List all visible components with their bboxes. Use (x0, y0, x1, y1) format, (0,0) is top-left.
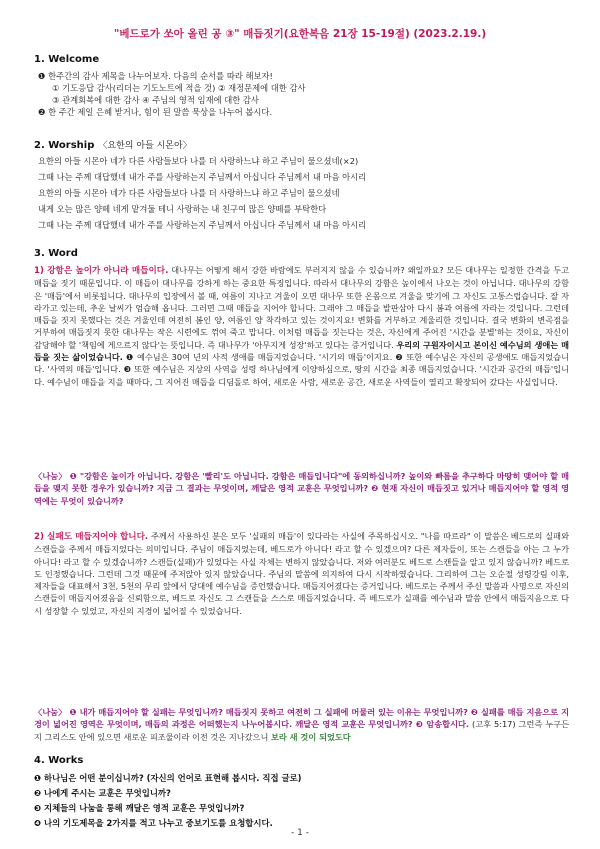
word-heading: 3. Word (34, 248, 78, 259)
works-item: ❶ 하나님은 어떤 분이십니까? (자신의 언어로 표현해 봅시다. 직접 글로) (34, 773, 302, 783)
point-1-body-cont: ❶ 예수님은 30여 년의 사적 생애를 매듭지었습니다. '시기의 매듭'이지요. ❷ 또한 예수님은 자신의 공생애도 매듭지었습니다. '사역의 매듭'입니다. ❸ 또한 예수님은 지상의 사역을 성령 하나님에게 이양하심으로, 땅의 시간을 최종 매듭지었습니다. '시간과 공간의 매듭'입니다. 예수님이 매듭을 지을 때마다, 그 지어진 매듭을 디딤돌로 하여, 새로운 사람, 새로운 공간, 새로운 사역들이 열리고 확장되어 갔다는 사실입니다. (34, 352, 570, 387)
works-heading: 4. Works (34, 755, 84, 766)
memory-verse: (고후 5:17) 그런즉 누구든지 그리스도 안에 있으면 새로운 피조물이라 이전 것은 지나갔으니 (34, 719, 569, 742)
lyric-line: 그때 나는 주께 대답했네 내가 주를 사랑하는지 주님께서 아십니다 주님께서 내 마음 아시리 (38, 220, 367, 230)
welcome-line: ❷ 한 주간 제일 은혜 받거나, 힘이 된 말씀 묵상을 나누어 봅시다. (38, 107, 273, 117)
memory-verse-highlight: 보라 새 것이 되었도다 (270, 731, 351, 742)
sharing-2 (34, 706, 569, 743)
word-point-1 (34, 264, 569, 388)
works-item: ❷ 나에게 주시는 교훈은 무엇입니까? (34, 788, 171, 798)
worship-song-title: 〈요한의 아들 시몬아〉 (98, 141, 192, 151)
lyric-line: 내게 오는 많은 양떼 네게 맡겨둘 테니 사랑하는 내 친구여 많은 양떼를 부탁한다 (38, 204, 327, 214)
lyric-line: 요한의 아들 시몬아 네가 다른 사람들보다 나를 더 사랑하느냐 하고 주님이 물으셨네 (38, 188, 340, 198)
sharing-1: 〈나눔〉 ❶ "강함은 높이가 아닙니다. 강함은 '빨리'도 아닙니다. 강함은 매듭입니다"에 동의하십니까? 높이와 빠름을 추구하다 마땅히 맺어야 할 매듭을 맺지 못한 경우가 있습니까? 지금 그 결과는 무엇이며, 깨달은 영적 교훈은 무엇입니까? ❷ 현재 자신이 매듭짓고 있거나 매듭지어야 할 영적 영역에는 무엇이 있습니까? (34, 471, 569, 506)
lyric-line: 그때 나는 주께 대답했네 내가 주를 사랑하는지 주님께서 아십니다 주님께서 내 마음 아시리 (38, 172, 367, 182)
welcome-line: ① 기도응답 감사(리더는 기도노트에 적을 것) ② 재정문제에 대한 감사 (52, 83, 306, 93)
word-point-2 (34, 530, 569, 617)
page-title: "베드로가 쏘아 올린 공 ③" 매듭짓기(요한복음 21장 15-19절) (2023.2.19.) (113, 28, 487, 40)
point-2-body: 주께서 사용하신 분은 모두 '실패의 매듭'이 있다라는 사실에 주목하십시오. "나를 따르라" 이 말씀은 베드로의 실패와 스캔들을 주께서 매듭지었다는 의미입니다. 주님이 매듭지었는데, 베드로가 아니다! 라고 할 수 있겠으며? 다른 제자들이, 또는 스캔들을 아는 그 누가 아니다! 라고 할 수 있겠습니까? 스캔들(실패)가 있었다는 사실 자체는 변하지 않았습니다. 저와 여러분도 베드로 스캔들을 알고 있지 않습니까? 베드로도 인정했습니다. 그런데 그것 때문에 주저앉아 있지 않았습니다. 주님의 말씀에 의지하여 다시 시작하였습니다. 그리하여 그는 오순절 성령강림 이후, 제자들을 대표해서 3천, 5천의 무리 앞에서 당대에 예수님을 증언했습니다. 매듭지어졌다는 증거입니다. 베드로는 주께서 주신 말씀과 사명으로 자신의 스캔들이 매듭지어졌음을 신뢰함으로, 베드로 자신도 그 스캔들을 스스로 매듭지었습니다. 즉 베드로가 실패를 예수님과 말씀 안에서 매듭지음으로 다시 성장할 수 있었고, 자신의 지경이 넓어질 수 있었습니다. (34, 531, 569, 616)
works-item: ❸ 지체들의 나눔을 통해 깨달은 영적 교훈은 무엇입니까? (34, 803, 245, 813)
page-number: - 1 - (291, 828, 309, 838)
worship-heading-text: 2. Worship (34, 140, 95, 151)
sharing-2-questions: 〈나눔〉 ❶ 내가 매듭지어야 할 실패는 무엇입니까? 매듭짓지 못하고 여전히 그 실패에 머물러 있는 이유는 무엇입니까? ❷ 실패를 매듭 지음으로 지경이 넓어진 영역은 무엇이며, 매듭의 과정은 어떠했는지 나누어봅시다. 깨달은 영적 교훈은 무엇입니까? ❸ 암송합시다. (34, 707, 569, 730)
point-1-title: 1) 강함은 높이가 아니라 매듭이다. (34, 266, 169, 276)
worship-heading (34, 138, 192, 151)
works-item: ❹ 나의 기도제목을 2가지를 적고 나누고 중보기도를 요청합시다. (34, 818, 273, 828)
lyric-line: 요한의 아들 시몬아 네가 다른 사람들보다 나를 더 사랑하느냐 하고 주님이 물으셨네(×2) (38, 156, 359, 166)
point-1-body: 대나무는 어떻게 해서 강한 바람에도 부러지지 않을 수 있습니까? 왜일까요? 모든 대나무는 일정한 간격을 두고 매듭을 짓기 때문입니다. 이 매듭이 대나무를 강하게 하는 중요한 특징입니다. 따라서 대나무의 강함은 높이에서 나오는 것이 아닙니다. 대나무의 강함은 '매듭'에서 비롯됩니다. 대나무의 입장에서 볼 때, 여름이 지나고 겨울이 오면 대나무 또한 온몸으로 겨울을 맞기에 그 자신도 고통스럽습니다. 잘 자라가고 있는데, 추운 날씨가 엄습해 옵니다. 그러면 그때 매듭을 지어야 합니다. 그래야 그 매듭을 발판삼아 다시 봄과 여름에 자라는 것입니다. 그런데 매듭을 짓지 못했다는 것은 겨울인데 여전히 봄인 양, 여름인 양 착각하고 있는 것이지요! 변화를 거부하고 계울리한 것입니다. 결국 변화의 변곡점을 거부하여 매듭짓지 못한 대나무는 작은 시련에도 꺾여 죽고 맙니다. 이처럼 매듭을 짓는다는 것은, 자신에게 주어진 '시간을 분별'하는 것이요, 자신이 감당해야 할 '책임에 게으르지 않다'는 뜻입니다. 즉 대나무가 '아무지게 성장'하고 있다는 증거입니다. (34, 265, 570, 350)
point-2-title: 2) 실패도 매듭지어야 합니다. (34, 532, 149, 542)
welcome-line: ③ 관계회복에 대한 감사 ④ 주님의 영적 임재에 대한 감사 (52, 95, 259, 105)
welcome-line: ❶ 한주간의 감사 제목을 나누어보자. 다음의 순서를 따라 해보자! (38, 71, 273, 81)
point-1-emphasis: 우리의 구원자이시고 본이신 예수님의 생애는 매듭을 짓는 삶이었습니다. (34, 339, 569, 363)
welcome-heading: 1. Welcome (34, 54, 100, 65)
